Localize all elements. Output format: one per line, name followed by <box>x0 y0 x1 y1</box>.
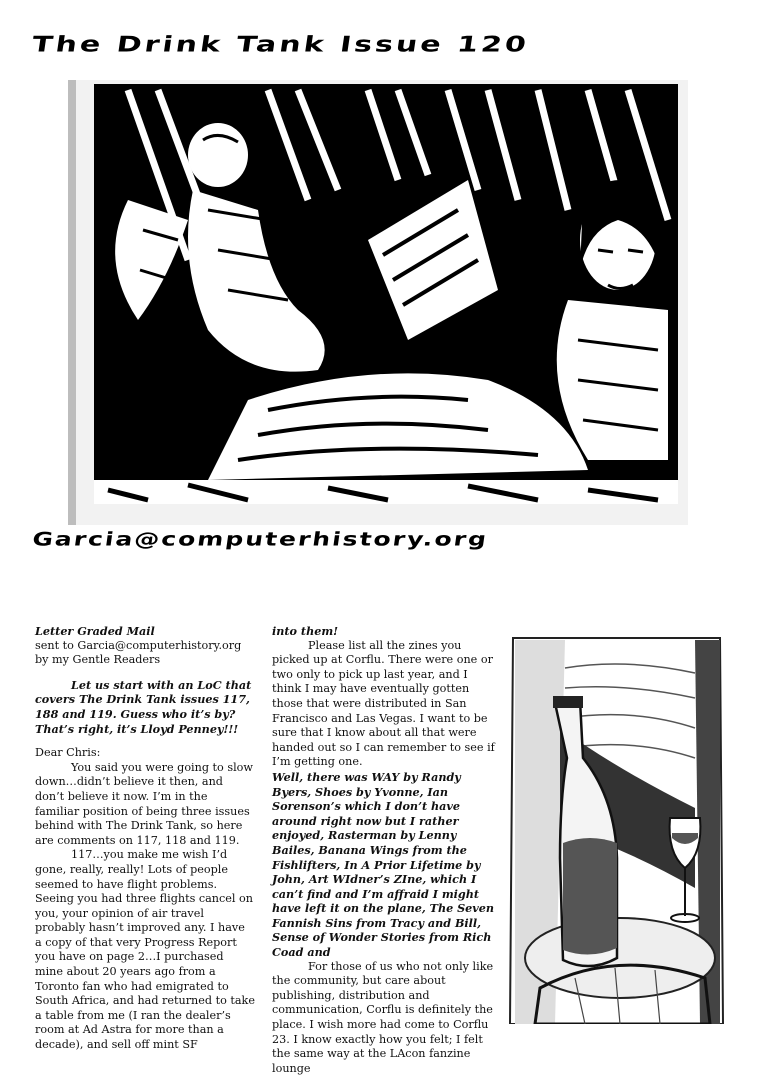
bottle-sketch-illustration <box>505 628 731 1024</box>
masthead-title: The Drink Tank Issue 120 <box>30 32 531 58</box>
letter-paragraph: 117…you make me wish I’d gone, really, really! Lots of people seemed to have flight problems. Seeing you had three flights cancel on you, your opinion of air travel probably hasn’t improved any. I have a copy of that very Progress Report you have on page 2…I purchased mine about 20 years ago from a Toronto fan who had emigrated to South Africa, and had returned to take a table from me (I ran the dealer’s room at Ad Astra for more than a decade), and sell off mint SF <box>35 848 255 1052</box>
section-title: Letter Graded Mail <box>35 624 155 638</box>
letter-paragraph: You said you were going to slow down…didn’t believe it then, and don’t believe it now. I’m in the familiar position of being three issues behind with The Drink Tank, so here are comments on 117, 118 and 119. <box>35 760 253 847</box>
cover-illustration <box>68 80 688 525</box>
continued-reply: into them! <box>272 624 339 638</box>
byline-email: sent to Garcia@computerhistory.org <box>35 638 242 652</box>
editor-reply: Well, there was WAY by Randy Byers, Shoes by Yvonne, Ian Sorenson’s which I don’t have around right now but I rather enjoyed, Rasterman by Lenny Bailes, Banana Wings from the Fishlifters, In A Prior Lifetime by John, Art WIdner’s ZIne, which I can’t find and I’m affraid I might have left it on the plane, The Seven Fannish Sins from Tracy and Bill, Sense of Wonder Stories from Rich Coad and <box>272 769 495 960</box>
byline-readers: by my Gentle Readers <box>35 653 161 667</box>
contact-email-banner: Garcia@computerhistory.org <box>30 528 490 550</box>
editor-intro: Let us start with an LoC that covers The Drink Tank issues 117, 188 and 119. Guess who it’s by? That’s right, it’s Lloyd Penney!!! <box>35 677 252 736</box>
letter-salutation: Dear Chris: <box>35 746 101 760</box>
letters-column-1 <box>35 624 255 1053</box>
letters-column-2 <box>272 624 498 1076</box>
letter-paragraph: Please list all the zines you picked up at Corflu. There were one or two only to pick up last year, and I think I may have eventually gotten those that were distributed in San Francisco and Las Vegas. I want to be sure that I know about all that were handed out so I can remember to see if I’m getting one. <box>272 638 495 769</box>
letter-paragraph: For those of us who not only like the community, but care about publishing, distribution and communication, Corflu is definitely the place. I wish more had come to Corflu 23. I know exactly how you felt; I felt the same way at the LAcon fanzine lounge <box>272 959 494 1075</box>
